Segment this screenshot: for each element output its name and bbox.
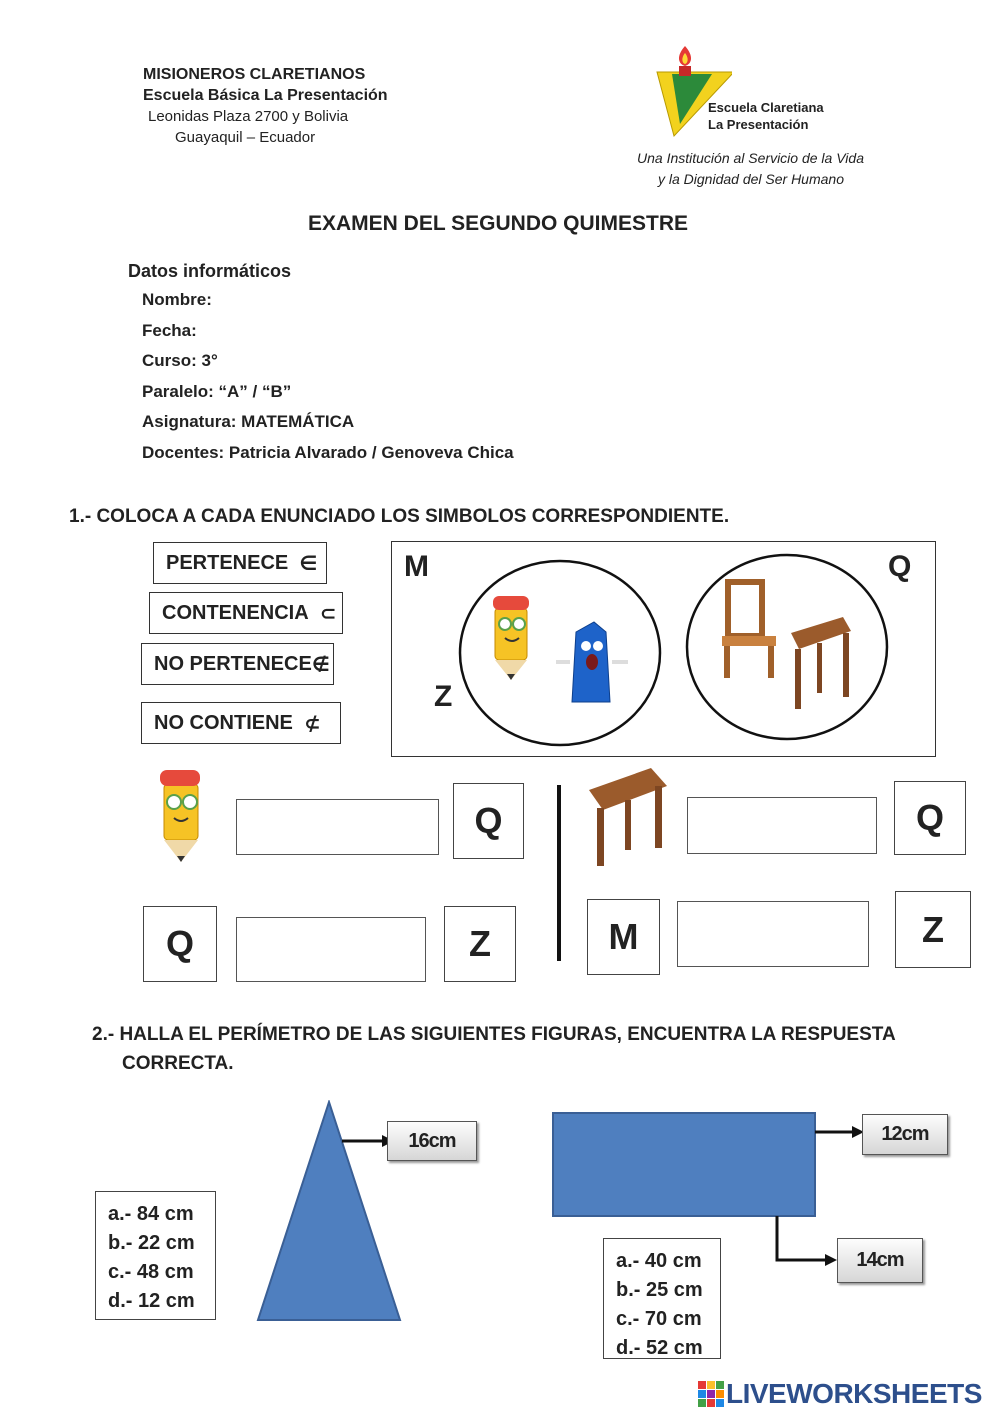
- sets-svg: [392, 542, 937, 758]
- pencil-character-icon: [148, 770, 218, 865]
- table-icon: [791, 617, 851, 709]
- logo-line1: Escuela Claretiana: [708, 100, 824, 115]
- set-label-z: Z: [434, 680, 453, 713]
- set-box-z: Z: [895, 891, 971, 968]
- answer-input-3[interactable]: [687, 797, 877, 854]
- symbol-card-no-pertenece: [141, 643, 334, 685]
- option-b[interactable]: b.- 25 cm: [616, 1279, 703, 1301]
- chair-icon: [722, 582, 776, 678]
- symbol-label: NO CONTIENE: [154, 711, 293, 734]
- table-icon: [585, 768, 671, 868]
- info-heading: Datos informáticos: [128, 261, 292, 281]
- set-box-q: Q: [453, 783, 524, 859]
- field-section: Paralelo: “A” / “B”: [142, 381, 292, 401]
- sets-diagram: [391, 541, 936, 757]
- field-date: Fecha:: [142, 320, 197, 340]
- logo-line2: La Presentación: [708, 117, 809, 132]
- school-logo: [652, 44, 852, 139]
- q1-prompt: 1.- COLOCA A CADA ENUNCIADO LOS SIMBOLOS CORRESPONDIENTE.: [69, 506, 730, 527]
- q2-prompt-line2: CORRECTA.: [122, 1053, 234, 1074]
- set-box-q: Q: [894, 781, 966, 855]
- answer-input-1[interactable]: [236, 799, 439, 855]
- not-element-of-icon: ∉: [311, 653, 330, 676]
- school-header: [143, 64, 388, 148]
- set-box-z: Z: [444, 906, 516, 982]
- option-a[interactable]: a.- 40 cm: [616, 1250, 702, 1272]
- subset-icon: ⊂: [319, 602, 337, 625]
- q2-prompt-line1: 2.- HALLA EL PERÍMETRO DE LAS SIGUIENTES FIGURAS, ENCUENTRA LA RESPUESTA: [92, 1024, 896, 1045]
- set-q-circle: [687, 555, 887, 739]
- symbol-card-contenencia: [149, 592, 343, 634]
- field-course: Curso: 3°: [142, 351, 218, 371]
- not-subset-icon: ⊄: [304, 712, 321, 735]
- option-c[interactable]: c.- 70 cm: [616, 1308, 702, 1330]
- option-c[interactable]: c.- 48 cm: [108, 1261, 194, 1283]
- q2-prompt: [92, 1020, 896, 1078]
- motto-line2: y la Dignidad del Ser Humano: [658, 171, 844, 187]
- symbol-label: PERTENECE: [166, 551, 289, 574]
- symbol-card-pertenece: [153, 542, 327, 584]
- triangle-side-label: 16cm: [387, 1121, 477, 1161]
- motto-line1: Una Institución al Servicio de la Vida: [637, 150, 864, 166]
- element-of-icon: ∈: [299, 552, 318, 575]
- rectangle-shape: [553, 1113, 815, 1216]
- info-fields: [142, 290, 514, 474]
- exam-title: EXAMEN DEL SEGUNDO QUIMESTRE: [308, 212, 688, 235]
- symbol-label: NO PERTENECE: [154, 652, 312, 675]
- set-z-circle: [460, 561, 660, 745]
- triangle-options: [95, 1191, 216, 1320]
- rectangle-options: [603, 1238, 721, 1359]
- symbol-card-no-contiene: [141, 702, 341, 744]
- school-name: Escuela Básica La Presentación: [143, 87, 388, 104]
- pencil-character-icon: [493, 596, 529, 680]
- option-a[interactable]: a.- 84 cm: [108, 1203, 194, 1225]
- answer-input-4[interactable]: [677, 901, 869, 967]
- vertical-divider: [557, 785, 561, 961]
- liveworksheets-brand: [698, 1378, 982, 1410]
- option-b[interactable]: b.- 22 cm: [108, 1232, 195, 1254]
- brand-text: LIVEWORKSHEETS: [726, 1378, 982, 1409]
- field-teachers: Docentes: Patricia Alvarado / Genoveva Chica: [142, 442, 514, 462]
- answer-input-2[interactable]: [236, 917, 426, 982]
- option-d[interactable]: d.- 12 cm: [108, 1290, 195, 1312]
- motto: [637, 148, 864, 190]
- school-city: Guayaquil – Ecuador: [175, 129, 316, 146]
- sharpener-character-icon: [556, 622, 628, 702]
- org-name: MISIONEROS CLARETIANOS: [143, 66, 366, 83]
- school-address: Leonidas Plaza 2700 y Bolivia: [148, 108, 349, 125]
- set-label-m: M: [404, 550, 429, 583]
- liveworksheets-logo-icon: [698, 1381, 724, 1407]
- field-name: Nombre:: [142, 290, 212, 309]
- set-label-q: Q: [888, 550, 912, 583]
- arrow-head-icon: [825, 1254, 837, 1266]
- field-subject: Asignatura: MATEMÁTICA: [142, 412, 355, 432]
- set-box-m: M: [587, 899, 660, 975]
- rectangle-width-label: 12cm: [862, 1114, 948, 1155]
- set-box-q: Q: [143, 906, 217, 982]
- rectangle-height-label: 14cm: [837, 1238, 923, 1283]
- option-d[interactable]: d.- 52 cm: [616, 1337, 703, 1359]
- triangle-shape: [258, 1102, 400, 1320]
- arrow-icon: [777, 1216, 825, 1260]
- symbol-label: CONTENENCIA: [162, 601, 309, 624]
